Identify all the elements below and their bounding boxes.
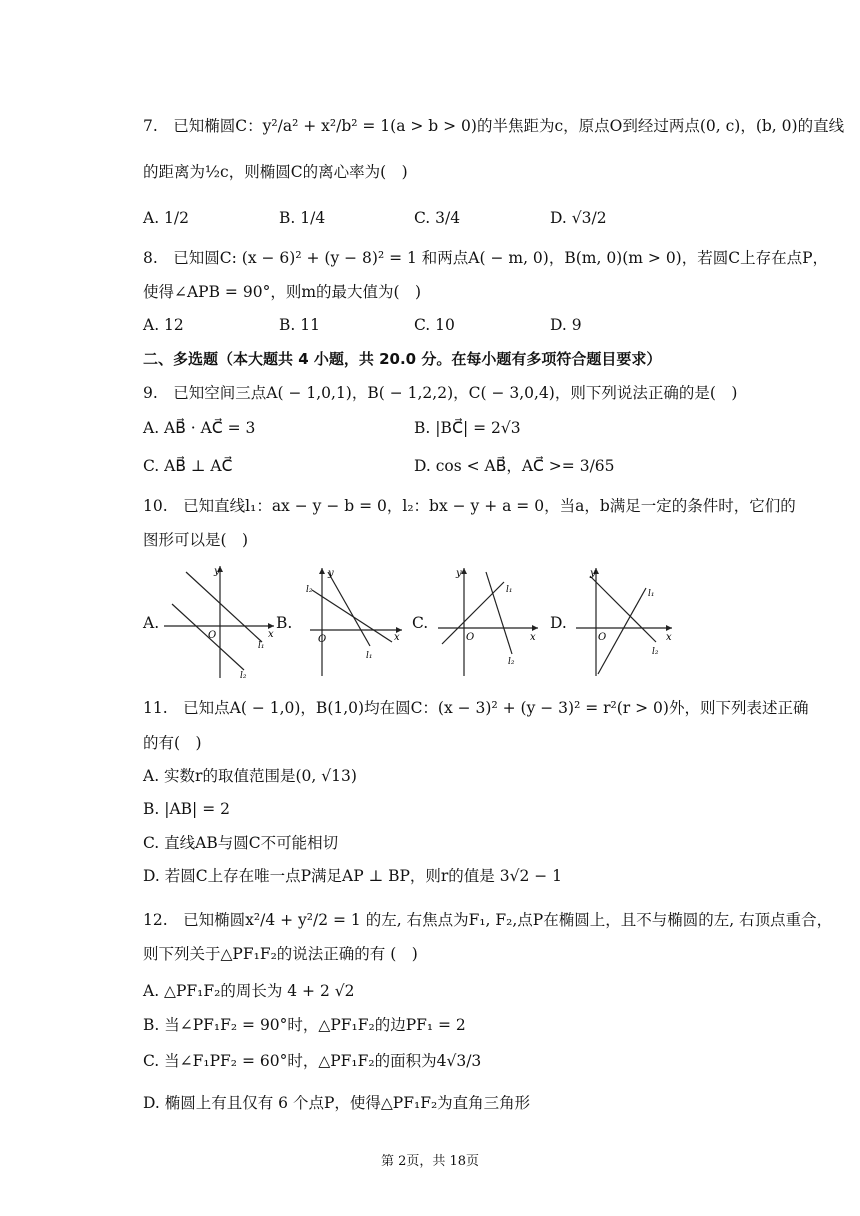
q9-stem: 9. 已知空间三点A( − 1,0,1)，B( − 1,2,2)，C( − 3,0,4)，则下列说法正确的是( ) — [143, 384, 738, 402]
q8-option-d: D. 9 — [550, 316, 582, 334]
l1-label: l₁ — [506, 585, 513, 595]
l1-label: l₁ — [366, 651, 373, 661]
q10-graph-b — [302, 562, 406, 680]
q12-option-a: A. △PF₁F₂的周长为 4 + 2 √2 — [143, 982, 355, 1000]
x-axis-label: x — [268, 629, 274, 640]
q10-stem-line1: 10. 已知直线l₁：ax − y − b = 0，l₂：bx − y + a = 0，当a，b满足一定的条件时，它们的 — [143, 497, 796, 515]
l2-label: l₂ — [508, 657, 515, 667]
q7-option-c: C. 3/4 — [414, 209, 461, 227]
y-axis-label: y — [328, 568, 334, 579]
q7-option-a: A. 1/2 — [143, 209, 189, 227]
origin-label: O — [208, 630, 217, 641]
q10-graph-d — [572, 562, 678, 680]
q10-stem-line2: 图形可以是( ) — [143, 531, 249, 549]
l2-label: l₂ — [240, 671, 247, 680]
l2-label: l₂ — [652, 647, 659, 657]
q7-option-d: D. √3/2 — [550, 209, 607, 227]
l2-label: l₂ — [306, 585, 313, 595]
q10-graph-c — [434, 562, 542, 680]
q8-stem-line2: 使得∠APB = 90°，则m的最大值为( ) — [143, 283, 422, 301]
y-axis-label: y — [590, 568, 596, 579]
l1-label: l₁ — [258, 641, 265, 651]
q10-graph-label-c: C. — [412, 614, 429, 632]
q12-option-d: D. 椭圆上有且仅有 6 个点P，使得△PF₁F₂为直角三角形 — [143, 1094, 531, 1112]
q8-option-b: B. 11 — [279, 316, 320, 334]
q11-stem-line1: 11. 已知点A( − 1,0)，B(1,0)均在圆C：(x − 3)² + (y − 3)² = r²(r > 0)外，则下列表述正确 — [143, 699, 809, 717]
q8-stem-line1: 8. 已知圆C: (x − 6)² + (y − 8)² = 1 和两点A( − m, 0)，B(m, 0)(m > 0)，若圆C上存在点P， — [143, 249, 829, 267]
q11-stem-line2: 的有( ) — [143, 734, 202, 752]
q11-option-c: C. 直线AB与圆C不可能相切 — [143, 834, 339, 852]
q10-graph-label-b: B. — [276, 614, 293, 632]
q12-option-c: C. 当∠F₁PF₂ = 60°时，△PF₁F₂的面积为4√3/3 — [143, 1052, 482, 1070]
q11-option-d: D. 若圆C上存在唯一点P满足AP ⊥ BP，则r的值是 3√2 − 1 — [143, 867, 563, 885]
origin-label: O — [318, 634, 327, 645]
origin-label: O — [598, 632, 607, 643]
q8-option-c: C. 10 — [414, 316, 455, 334]
q9-option-d: D. cos < AB⃗，AC⃗ >= 3/65 — [414, 457, 615, 475]
q9-option-c: C. AB⃗ ⊥ AC⃗ — [143, 457, 233, 475]
x-axis-label: x — [394, 632, 400, 643]
q11-option-a: A. 实数r的取值范围是(0, √13) — [143, 767, 357, 785]
x-axis-label: x — [666, 632, 672, 643]
section-heading: 二、多选题（本大题共 4 小题，共 20.0 分。在每小题有多项符合题目要求） — [143, 350, 662, 368]
q9-option-b: B. |BC⃗| = 2√3 — [414, 419, 521, 437]
q11-option-b: B. |AB| = 2 — [143, 800, 230, 818]
y-axis-label: y — [456, 568, 462, 579]
x-axis-label: x — [530, 632, 536, 643]
q7-stem-line1: 7. 已知椭圆C：y²/a² + x²/b² = 1(a > b > 0)的半焦距为c，原点O到经过两点(0, c)，(b, 0)的直线 — [143, 117, 845, 135]
page-footer: 第 2页，共 18页 — [380, 1154, 480, 1169]
q12-stem-line1: 12. 已知椭圆x²/4 + y²/2 = 1 的左, 右焦点为F₁, F₂,点P在椭圆上，且不与椭圆的左, 右顶点重合， — [143, 911, 833, 929]
q12-stem-line2: 则下列关于△PF₁F₂的说法正确的有 ( ) — [143, 945, 418, 963]
q7-stem-line2: 的距离为½c，则椭圆C的离心率为( ) — [143, 163, 408, 181]
q8-option-a: A. 12 — [143, 316, 184, 334]
l1-label: l₁ — [648, 589, 655, 599]
y-axis-label: y — [214, 566, 220, 577]
q9-option-a: A. AB⃗ · AC⃗ = 3 — [143, 419, 256, 437]
origin-label: O — [466, 632, 475, 643]
q10-graph-label-a: A. — [143, 614, 160, 632]
q12-option-b: B. 当∠PF₁F₂ = 90°时，△PF₁F₂的边PF₁ = 2 — [143, 1016, 466, 1034]
q10-graph-label-d: D. — [550, 614, 567, 632]
q7-option-b: B. 1/4 — [279, 209, 326, 227]
q10-graph-a — [164, 562, 276, 680]
